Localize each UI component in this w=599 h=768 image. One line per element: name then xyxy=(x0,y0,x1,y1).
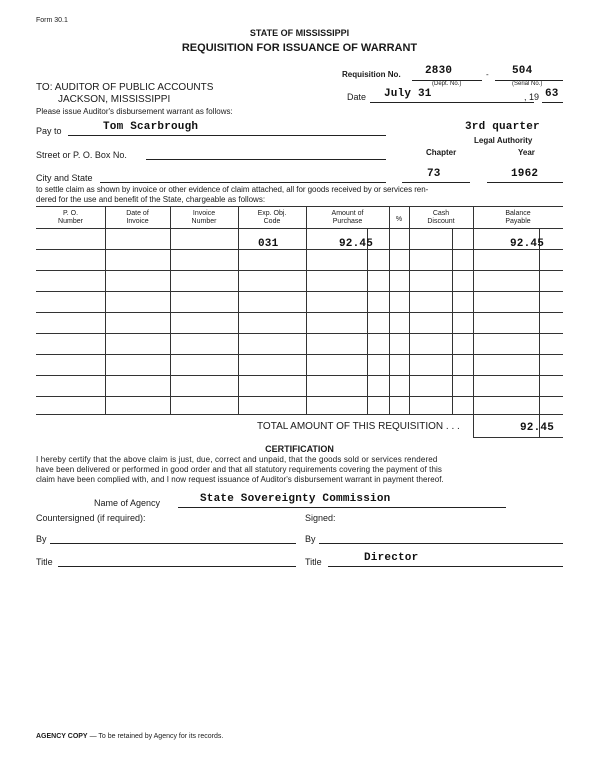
row-balance[interactable]: 92.45 xyxy=(510,238,545,250)
year-prefix: , 19 xyxy=(524,92,540,102)
table-row-line xyxy=(36,312,563,313)
table-col-divider xyxy=(238,206,239,414)
legal-year-value[interactable]: 1962 xyxy=(511,168,539,180)
footer xyxy=(36,733,223,740)
signed-by-line[interactable] xyxy=(319,543,563,544)
date-label: Date xyxy=(347,92,367,102)
certification-title: CERTIFICATION xyxy=(265,444,334,454)
instruction-text: Please issue Auditor's disbursement warrant as follows: xyxy=(36,107,233,116)
certification-line-2: have been delivered or performed in good order and that all statutory requirements covering the payment of this xyxy=(36,465,442,474)
requisition-dash: - xyxy=(486,70,489,79)
header-date-of-invoice: Date of Invoice xyxy=(126,210,149,225)
state-title: STATE OF MISSISSIPPI xyxy=(249,28,350,38)
requisition-label: Requisition No. xyxy=(342,70,401,79)
table-cents-divider xyxy=(367,228,368,414)
date-line xyxy=(370,102,534,103)
total-value[interactable]: 92.45 xyxy=(520,422,555,434)
main-title: REQUISITION FOR ISSUANCE OF WARRANT xyxy=(181,42,418,54)
countersigned-by-label: By xyxy=(36,534,47,544)
to-line-2: JACKSON, MISSISSIPPI xyxy=(58,94,171,105)
serial-no-caption: (Serial No.) xyxy=(512,81,543,87)
signed-title-label: Title xyxy=(305,557,322,567)
table-row-line xyxy=(36,270,563,271)
table-col-divider xyxy=(170,206,171,414)
signed-by-label: By xyxy=(305,534,316,544)
to-line-1: TO: AUDITOR OF PUBLIC ACCOUNTS xyxy=(36,82,214,93)
dept-no-caption: (Dept. No.) xyxy=(432,81,462,87)
header-balance-payable: Balance Payable xyxy=(505,210,531,225)
table-row-line xyxy=(36,249,563,250)
table-col-divider xyxy=(105,206,106,414)
pay-to-label: Pay to xyxy=(36,126,62,136)
certification-line-1: I hereby certify that the above claim is just, due, correct and unpaid, that the goods sold or services rendered xyxy=(36,455,438,464)
table-top-border xyxy=(36,206,563,207)
year-value[interactable]: 63 xyxy=(545,88,559,100)
legal-year-line xyxy=(487,182,563,183)
form-number: Form 30.1 xyxy=(36,17,68,24)
serial-no-value[interactable]: 504 xyxy=(512,65,533,77)
signed-label: Signed: xyxy=(305,513,336,523)
table-row-line xyxy=(36,333,563,334)
row-exp-code[interactable]: 031 xyxy=(258,238,279,250)
total-bottom-border xyxy=(473,437,563,438)
legal-authority-label: Legal Authority xyxy=(474,136,533,145)
total-label: TOTAL AMOUNT OF THIS REQUISITION . . . xyxy=(257,421,460,432)
header-amount-of-purchase: Amount of Purchase xyxy=(331,210,364,225)
settle-text-2: dered for the use and benefit of the State, chargeable as follows: xyxy=(36,195,266,204)
countersigned-title-label: Title xyxy=(36,557,53,567)
dept-no-value[interactable]: 2830 xyxy=(425,65,453,77)
table-row-line xyxy=(36,375,563,376)
countersigned-label: Countersigned (if required): xyxy=(36,513,146,523)
legal-authority-value[interactable]: 3rd quarter xyxy=(465,121,540,133)
chapter-line xyxy=(402,182,470,183)
agency-label: Name of Agency xyxy=(94,498,161,508)
year-line xyxy=(542,102,563,103)
signed-title-line xyxy=(328,566,563,567)
city-line[interactable] xyxy=(100,182,386,183)
city-label: City and State xyxy=(36,173,93,183)
footer-copy-text: — To be retained by Agency for its records. xyxy=(89,733,224,740)
header-percent: % xyxy=(395,216,403,223)
agency-line xyxy=(178,507,506,508)
certification-line-3: claim have been complied with, and I now request issuance of Auditor's disbursement warrant in payment thereof. xyxy=(36,475,444,484)
table-col-divider xyxy=(409,206,410,414)
row-amount[interactable]: 92.45 xyxy=(339,238,374,250)
table-col-divider xyxy=(389,206,390,414)
table-header-border xyxy=(36,228,563,229)
date-value[interactable]: July 31 xyxy=(384,88,432,100)
pay-to-value[interactable]: Tom Scarbrough xyxy=(103,121,199,133)
table-bottom-border xyxy=(36,414,563,415)
countersigned-title-line[interactable] xyxy=(58,566,296,567)
street-line[interactable] xyxy=(146,159,386,160)
chapter-label: Chapter xyxy=(426,148,457,157)
table-col-divider xyxy=(473,206,474,437)
legal-year-label: Year xyxy=(518,148,535,157)
table-cents-divider xyxy=(539,228,540,437)
chapter-value[interactable]: 73 xyxy=(427,168,441,180)
settle-text-1: to settle claim as shown by invoice or other evidence of claim attached, all for goods received by or services ren- xyxy=(36,185,429,194)
table-cents-divider xyxy=(452,228,453,414)
footer-copy-label: AGENCY COPY xyxy=(36,733,88,740)
pay-to-line xyxy=(68,135,386,136)
table-col-divider xyxy=(306,206,307,414)
signed-title-value[interactable]: Director xyxy=(364,552,419,564)
header-invoice-number: Invoice Number xyxy=(191,210,217,225)
table-row-line xyxy=(36,396,563,397)
header-cash-discount: Cash Discount xyxy=(427,210,455,225)
header-po-number: P. O. Number xyxy=(58,210,83,225)
agency-value[interactable]: State Sovereignty Commission xyxy=(200,493,391,505)
header-exp-obj-code: Exp. Obj. Code xyxy=(257,210,287,225)
table-row-line xyxy=(36,354,563,355)
table-row-line xyxy=(36,291,563,292)
street-label: Street or P. O. Box No. xyxy=(36,150,127,160)
countersigned-by-line[interactable] xyxy=(50,543,296,544)
